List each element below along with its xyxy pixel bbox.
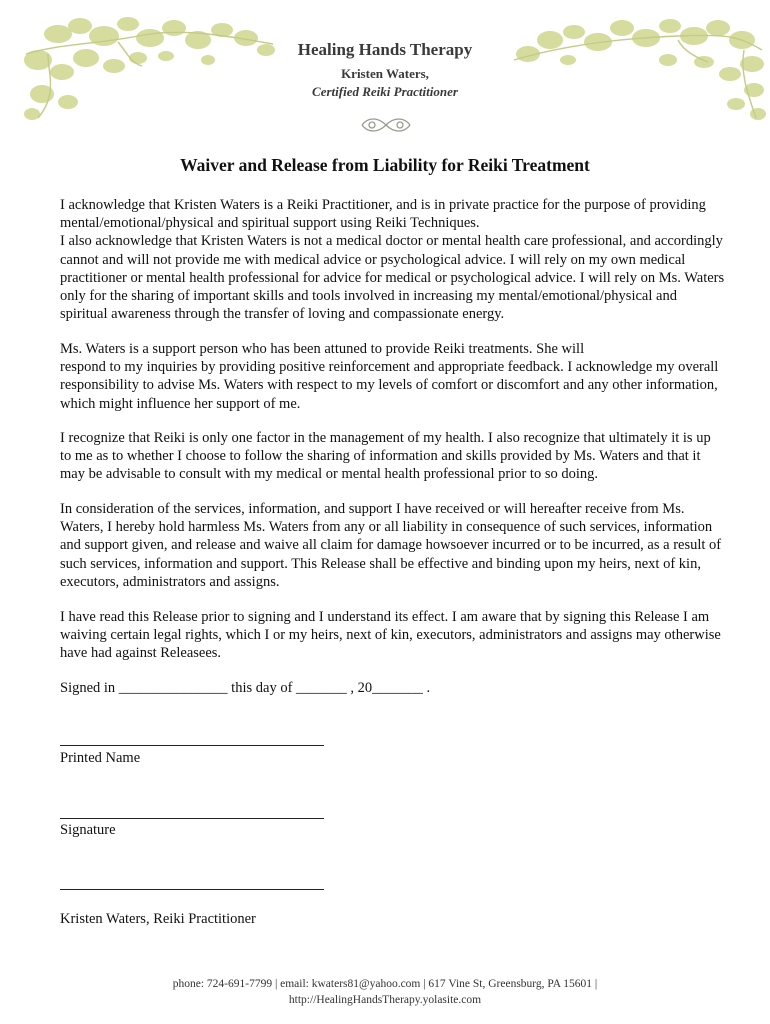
paragraph-text: Ms. Waters is a support person who has been attuned to provide Reiki treatments. She will respond to my inquiries by providing positive reinforcement and appropriate feedback. I acknowledge my overall responsibility to advise Ms. Waters with respect to my levels of comfort or discomfort and any other information, which might influence her support of me.	[60, 341, 719, 412]
document-title: Waiver and Release from Liability for Reiki Treatment	[180, 155, 590, 175]
paragraph-text: I recognize that Reiki is only one factor in the management of my health. I also recognize that ultimately it is up to me as to whether I choose to follow the sharing of information and skills provided by Ms. Waters and that it may be advisable to consult with my medical or mental health professional prior to so doing.	[60, 430, 711, 483]
signed-date-line: Signed in _______________ this day of _______ , 20_______ .	[60, 680, 431, 696]
practitioner-signature-line	[60, 889, 324, 890]
practitioner-signature-label: Kristen Waters, Reiki Practitioner	[60, 911, 256, 927]
paragraph-text: I have read this Release prior to signing and I understand its effect. I am aware that by signing this Release I am waiving certain legal rights, which I or my heirs, next of kin, executors, administrators and assigns may otherwise have had against Releasees.	[60, 609, 721, 662]
organization-name: Healing Hands Therapy	[297, 40, 473, 59]
signature-label: Signature	[60, 822, 116, 838]
paragraph-text: In consideration of the services, information, and support I have received or will hereafter receive from Ms. Waters, I hereby hold harmless Ms. Waters from any or all liability in consequence of such services, information and support given, and release and waive all claim for damage howsoever incurred or to be incurred, as a result of such services, information and support. This Release shall be effective and binding upon my heirs, next of kin, executors, administrators and assigns.	[60, 501, 722, 590]
support-person-paragraph	[60, 340, 725, 413]
signature-line	[60, 818, 324, 819]
read-acknowledgement-paragraph	[60, 608, 725, 663]
practitioner-credential: Certified Reiki Practitioner	[312, 84, 458, 99]
health-management-paragraph	[60, 429, 725, 484]
printed-name-label: Printed Name	[60, 750, 141, 766]
printed-name-line	[60, 745, 324, 746]
footer-contact-info: phone: 724-691-7799 | email: kwaters81@yahoo.com | 617 Vine St, Greensburg, PA 15601 |	[172, 978, 598, 990]
paragraph-text: I acknowledge that Kristen Waters is a Reiki Practitioner, and is in private practice for the purpose of providing mental/emotional/physical and spiritual support using Reiki Techniques. I also acknowledge that Kristen Waters is not a medical doctor or mental health care professional, and accordingly cannot and will not provide me with medical advice or psychological advice. I will rely on my own medical practitioner or mental health professional for advice for medical or psychological advice. I will rely on Ms. Waters only for the sharing of important skills and tools involved in increasing my mental/emotional/physical and spiritual awareness through the transfer of loving and compassionate energy.	[60, 197, 725, 323]
scroll-ornament-icon	[358, 113, 414, 137]
practitioner-name: Kristen Waters,	[341, 66, 429, 81]
acknowledgement-paragraph	[60, 196, 725, 323]
footer-website: http://HealingHandsTherapy.yolasite.com	[288, 994, 482, 1006]
release-consideration-paragraph	[60, 500, 725, 591]
